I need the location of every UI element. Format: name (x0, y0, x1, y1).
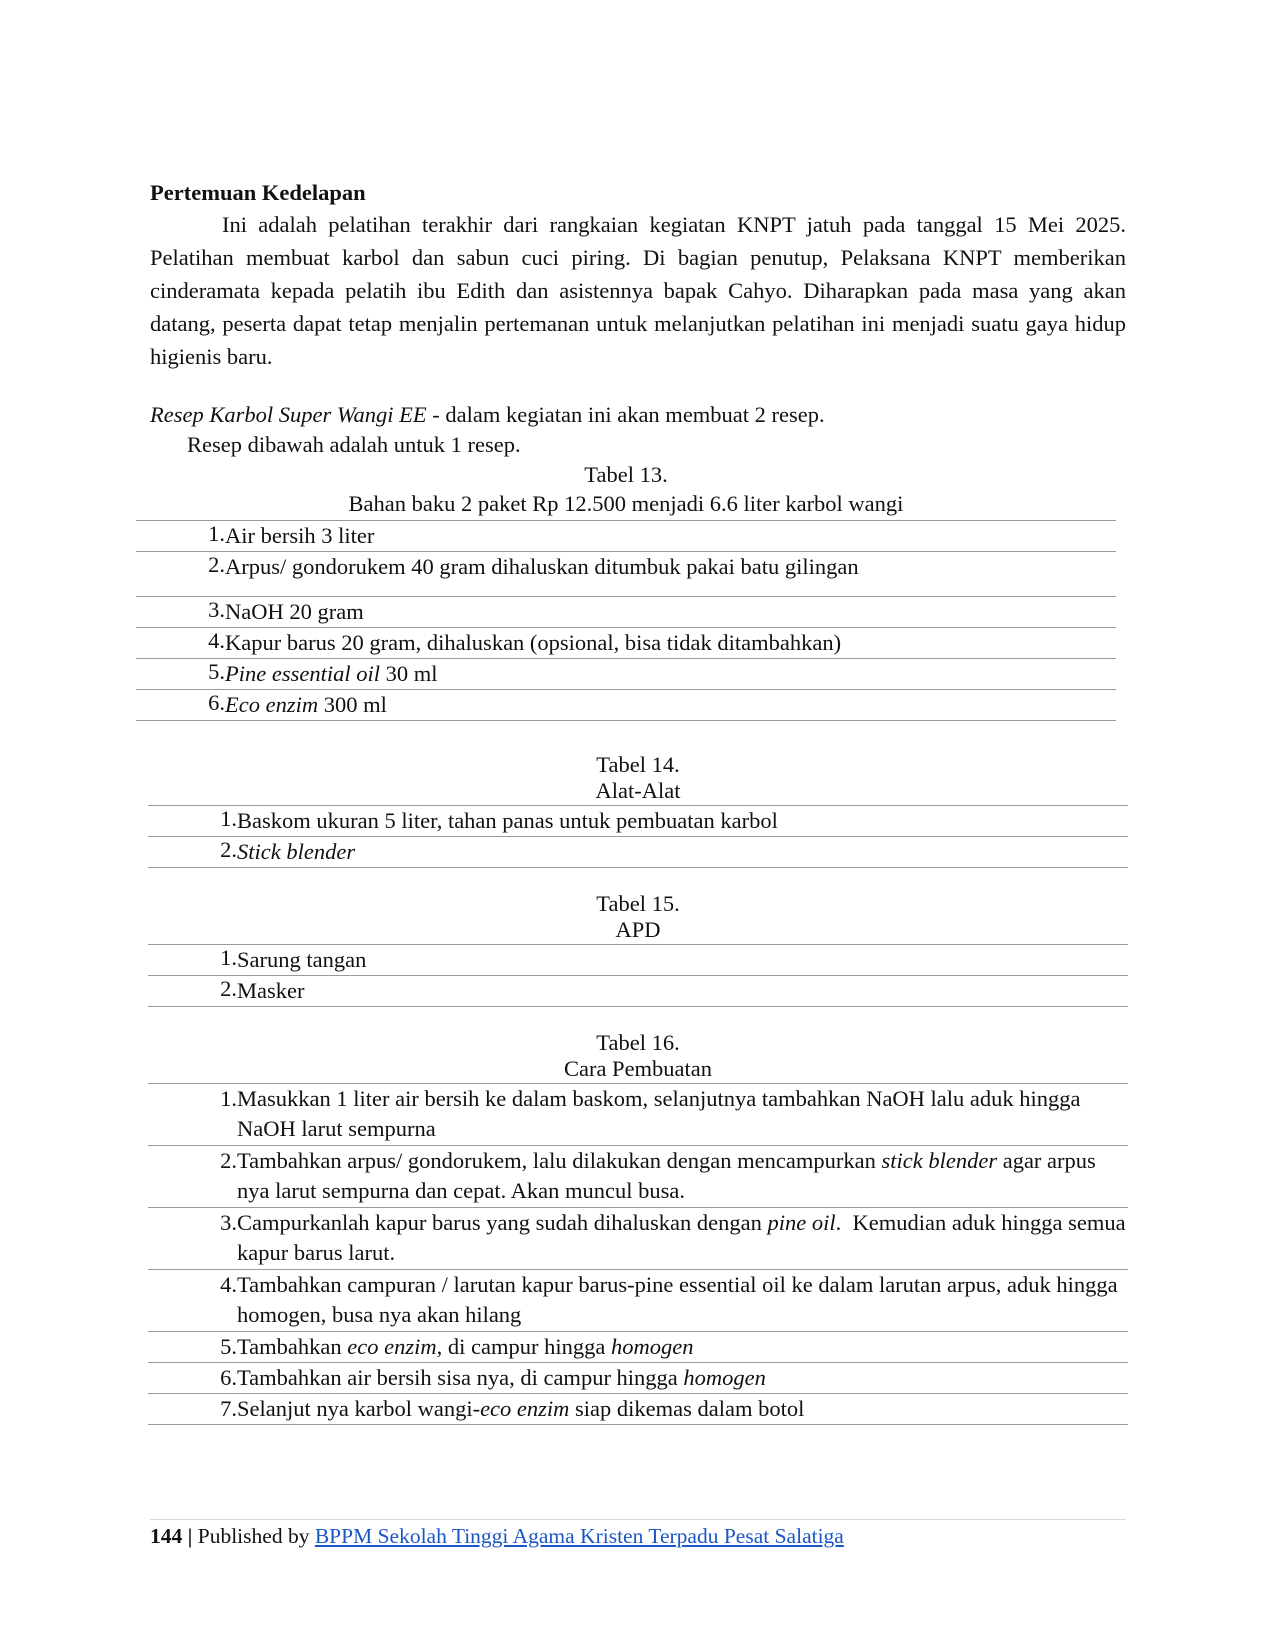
italic-term: pine oil (767, 1210, 836, 1235)
table-row (136, 552, 1116, 597)
row-text (237, 837, 1128, 868)
row-text-part: Tambahkan arpus/ gondorukem, lalu dilakukan dengan mencampurkan (237, 1148, 882, 1173)
row-text: NaOH 20 gram (225, 597, 1116, 628)
row-number: 2. (148, 1146, 237, 1208)
table-row (148, 1146, 1128, 1208)
row-number: 2. (136, 552, 225, 597)
row-text-part: Selanjut nya karbol wangi- (237, 1396, 481, 1421)
table-row (148, 837, 1128, 868)
table-row (148, 1363, 1128, 1394)
row-text (237, 1146, 1128, 1208)
row-number: 1. (148, 945, 237, 976)
row-text (237, 1332, 1128, 1363)
table-row (148, 1270, 1128, 1332)
row-number: 2. (148, 976, 237, 1007)
table14 (148, 805, 1128, 868)
row-text-part: , di campur hingga (436, 1334, 611, 1359)
row-number: 2. (148, 837, 237, 868)
row-text-part: Tambahkan (237, 1334, 348, 1359)
row-text: Kapur barus 20 gram, dihaluskan (opsional, bisa tidak ditambahkan) (225, 628, 1116, 659)
section-heading: Pertemuan Kedelapan (150, 180, 366, 205)
table13-label: Tabel 13. (584, 462, 668, 487)
row-text: Air bersih 3 liter (225, 521, 1116, 552)
recipe-subtitle: Resep dibawah adalah untuk 1 resep. (187, 432, 521, 457)
table13-title: Bahan baku 2 paket Rp 12.500 menjadi 6.6 liter karbol wangi (348, 491, 904, 516)
row-number: 4. (148, 1270, 237, 1332)
table-row (148, 1084, 1128, 1146)
table16-title: Cara Pembuatan (563, 1056, 713, 1081)
row-text-part: siap dikemas dalam botol (569, 1396, 805, 1421)
footer-divider (150, 1519, 1126, 1520)
row-text-part: agar arpus nya larut sempurna dan cepat. Akan muncul busa. (237, 1148, 1096, 1203)
italic-term: stick blender (881, 1148, 998, 1173)
table-row (136, 690, 1116, 721)
table16-label: Tabel 16. (596, 1030, 680, 1055)
row-text-part: Campurkanlah kapur barus yang sudah dihaluskan dengan (237, 1210, 768, 1235)
table-row (136, 659, 1116, 690)
row-text: Tambahkan campuran / larutan kapur barus-pine essential oil ke dalam larutan arpus, aduk hingga homogen, busa nya akan hilang (237, 1270, 1128, 1332)
italic-term: Pine essential oil (225, 661, 380, 686)
page-number: 144 (150, 1524, 183, 1548)
table15-title: APD (615, 917, 661, 942)
table-row (148, 806, 1128, 837)
page-footer (150, 1524, 844, 1549)
row-number: 4. (136, 628, 225, 659)
row-text (237, 1363, 1128, 1394)
table-row (148, 1394, 1128, 1425)
row-text: Masukkan 1 liter air bersih ke dalam baskom, selanjutnya tambahkan NaOH lalu aduk hingga NaOH larut sempurna (237, 1084, 1128, 1146)
row-text: Arpus/ gondorukem 40 gram dihaluskan ditumbuk pakai batu gilingan (225, 552, 1116, 597)
recipe-title (150, 402, 825, 428)
row-text (225, 659, 1116, 690)
row-number: 5. (148, 1332, 237, 1363)
table-row (148, 976, 1128, 1007)
row-number: 1. (148, 1084, 237, 1146)
recipe-note: - dalam kegiatan ini akan membuat 2 resep. (426, 402, 825, 427)
row-number: 1. (148, 806, 237, 837)
table16 (148, 1083, 1132, 1425)
published-by-label: Published by (197, 1524, 315, 1548)
row-text: Baskom ukuran 5 liter, tahan panas untuk pembuatan karbol (237, 806, 1128, 837)
row-text: Sarung tangan (237, 945, 1128, 976)
table15-label: Tabel 15. (596, 891, 680, 916)
table-row (148, 945, 1128, 976)
row-text (237, 1208, 1132, 1270)
row-text (237, 1394, 1128, 1425)
table-row (136, 628, 1116, 659)
italic-term: eco enzim (480, 1396, 570, 1421)
row-number: 5. (136, 659, 225, 690)
table-row (148, 1332, 1128, 1363)
row-number: 3. (148, 1208, 237, 1270)
row-text-rest: 300 ml (318, 692, 387, 717)
italic-term: Stick blender (237, 839, 356, 864)
recipe-name: Resep Karbol Super Wangi EE (150, 402, 427, 427)
table14-title: Alat-Alat (595, 778, 681, 803)
italic-term: homogen (683, 1365, 766, 1390)
table14-label: Tabel 14. (596, 752, 680, 777)
row-text (225, 690, 1116, 721)
row-number: 6. (136, 690, 225, 721)
publisher-link[interactable]: BPPM Sekolah Tinggi Agama Kristen Terpadu Pesat Salatiga (314, 1524, 844, 1548)
row-text-part: Tambahkan air bersih sisa nya, di campur hingga (237, 1365, 684, 1390)
row-text: Masker (237, 976, 1128, 1007)
row-number: 6. (148, 1363, 237, 1394)
intro-paragraph: Ini adalah pelatihan terakhir dari rangkaian kegiatan KNPT jatuh pada tanggal 15 Mei 2025. Pelatihan membuat karbol dan sabun cuci piring. Di bagian penutup, Pelaksana KNPT memberikan cinderamata kepada pelatih ibu Edith dan asistennya bapak Cahyo. Diharapkan pada masa yang akan datang, peserta dapat tetap menjalin pertemanan untuk melanjutkan pelatihan ini menjadi suatu gaya hidup higienis baru. (150, 212, 1126, 369)
italic-term: eco enzim (347, 1334, 437, 1359)
table-row (148, 1208, 1128, 1270)
table-row (136, 597, 1116, 628)
table15 (148, 944, 1128, 1007)
row-number: 7. (148, 1394, 237, 1425)
row-number: 3. (136, 597, 225, 628)
table13 (136, 520, 1116, 721)
footer-separator: | (182, 1524, 198, 1548)
row-text-rest: 30 ml (379, 661, 438, 686)
italic-term: homogen (610, 1334, 694, 1359)
table-row (136, 521, 1116, 552)
row-text-part: . Kemudian aduk hingga semua kapur barus larut. (237, 1210, 1132, 1265)
italic-term: Eco enzim (225, 692, 319, 717)
row-number: 1. (136, 521, 225, 552)
